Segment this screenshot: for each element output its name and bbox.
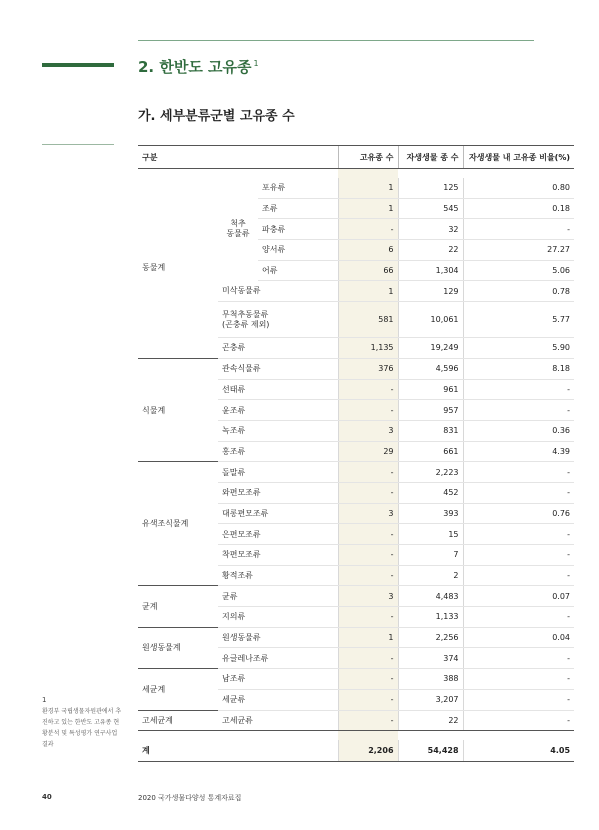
spacer-row: [138, 731, 574, 740]
endemic-count: -: [338, 565, 398, 586]
taxon-cell: 선태류: [218, 379, 338, 400]
table-row: [138, 178, 574, 199]
footnote-text: 환경부 국립생물자원관에서 추진하고 있는 한반도 고유종 현황분석 및 특성평가 연구사업 결과: [42, 708, 122, 748]
footnote-number: 1: [42, 696, 47, 704]
endemic-ratio: 8.18: [463, 358, 574, 379]
taxon-cell: 고세균류: [218, 710, 338, 731]
publication-title: 2020 국가생물다양성 통계자료집: [138, 794, 242, 802]
native-count: 545: [398, 198, 463, 219]
endemic-ratio: 0.76: [463, 503, 574, 524]
spacer-cell: [398, 731, 463, 740]
taxon-cell: 관속식물류: [218, 358, 338, 379]
spacer-cell: [338, 169, 398, 178]
top-rule: [138, 40, 534, 41]
page-number: 40: [42, 793, 52, 801]
native-count: 1,133: [398, 607, 463, 628]
endemic-ratio: -: [463, 607, 574, 628]
native-count: 22: [398, 240, 463, 261]
table-row: [138, 627, 574, 648]
spacer-row: [138, 169, 574, 178]
taxon-cell: 녹조류: [218, 420, 338, 441]
endemic-count: 29: [338, 441, 398, 462]
taxon-cell: 윤조류: [218, 400, 338, 421]
spacer-cell: [138, 731, 338, 740]
endemic-ratio: 27.27: [463, 240, 574, 261]
col-category: 구분: [138, 146, 338, 169]
margin-rule: [42, 144, 114, 145]
endemic-ratio: -: [463, 482, 574, 503]
endemic-count: -: [338, 400, 398, 421]
endemic-ratio: 0.04: [463, 627, 574, 648]
taxon-cell: 은편모조류: [218, 524, 338, 545]
group-cell: 고세균계: [138, 710, 218, 731]
total-native: 54,428: [398, 740, 463, 762]
native-count: 831: [398, 420, 463, 441]
endemic-ratio: 0.78: [463, 281, 574, 302]
table-row: [138, 710, 574, 731]
native-count: 129: [398, 281, 463, 302]
taxon-cell: 세균류: [218, 689, 338, 710]
endemic-ratio: 5.90: [463, 338, 574, 359]
native-count: 661: [398, 441, 463, 462]
endemic-count: 6: [338, 240, 398, 261]
table-row: [138, 669, 574, 690]
total-endemic: 2,206: [338, 740, 398, 762]
table-row: [138, 358, 574, 379]
endemic-count: -: [338, 219, 398, 240]
taxon-cell: 곤충류: [218, 338, 338, 359]
endemic-count: -: [338, 648, 398, 669]
taxon-cell: 와편모조류: [218, 482, 338, 503]
native-count: 125: [398, 178, 463, 199]
endemic-ratio: 0.18: [463, 198, 574, 219]
endemic-count: 66: [338, 260, 398, 281]
col-native: 자생생물 종 수: [398, 146, 463, 169]
group-cell: 식물계: [138, 358, 218, 461]
taxon-cell: 조류: [258, 198, 338, 219]
endemic-count: 3: [338, 586, 398, 607]
taxon-cell: 황적조류: [218, 565, 338, 586]
endemic-count: -: [338, 545, 398, 566]
table-row: [138, 462, 574, 483]
taxon-cell: 파충류: [258, 219, 338, 240]
taxon-cell: 남조류: [218, 669, 338, 690]
spacer-cell: [338, 731, 398, 740]
spacer-cell: [138, 169, 338, 178]
endemic-ratio: -: [463, 565, 574, 586]
group-cell: 유색조식물계: [138, 462, 218, 586]
endemic-ratio: -: [463, 379, 574, 400]
taxon-cell: 원생동물류: [218, 627, 338, 648]
table-header-row: [138, 146, 574, 169]
endemic-ratio: -: [463, 648, 574, 669]
endemic-count: 1: [338, 198, 398, 219]
taxon-cell: 지의류: [218, 607, 338, 628]
endemic-count: 3: [338, 503, 398, 524]
native-count: 4,483: [398, 586, 463, 607]
spacer-cell: [463, 169, 574, 178]
table-row: [138, 586, 574, 607]
total-ratio: 4.05: [463, 740, 574, 762]
col-endemic: 고유종 수: [338, 146, 398, 169]
endemic-ratio: 5.77: [463, 302, 574, 338]
total-label: 계: [138, 740, 338, 762]
group-cell: 세균계: [138, 669, 218, 710]
native-count: 2: [398, 565, 463, 586]
taxon-cell: 미삭동물류: [218, 281, 338, 302]
taxon-cell: 포유류: [258, 178, 338, 199]
native-count: 7: [398, 545, 463, 566]
endemic-count: -: [338, 462, 398, 483]
endemic-count: -: [338, 379, 398, 400]
endemic-species-table: [138, 145, 574, 762]
taxon-cell: 무척추동물류 (곤충류 제외): [218, 302, 338, 338]
native-count: 374: [398, 648, 463, 669]
native-count: 393: [398, 503, 463, 524]
endemic-count: -: [338, 607, 398, 628]
sub-title: 가. 세부분류군별 고유종 수: [138, 109, 295, 124]
native-count: 452: [398, 482, 463, 503]
endemic-ratio: -: [463, 545, 574, 566]
native-count: 19,249: [398, 338, 463, 359]
endemic-ratio: -: [463, 219, 574, 240]
native-count: 961: [398, 379, 463, 400]
native-count: 10,061: [398, 302, 463, 338]
taxon-cell: 대롱편모조류: [218, 503, 338, 524]
native-count: 22: [398, 710, 463, 731]
group-cell: 원생동물계: [138, 627, 218, 668]
footnote: [42, 695, 122, 750]
endemic-count: 3: [338, 420, 398, 441]
endemic-count: 1: [338, 281, 398, 302]
endemic-ratio: 5.06: [463, 260, 574, 281]
native-count: 4,596: [398, 358, 463, 379]
native-count: 32: [398, 219, 463, 240]
endemic-count: 376: [338, 358, 398, 379]
taxon-cell: 어류: [258, 260, 338, 281]
table-body: [138, 169, 574, 762]
section-accent-bar: [42, 63, 114, 67]
spacer-cell: [398, 169, 463, 178]
taxon-cell: 유글레나조류: [218, 648, 338, 669]
endemic-ratio: 0.07: [463, 586, 574, 607]
native-count: 2,223: [398, 462, 463, 483]
endemic-ratio: -: [463, 669, 574, 690]
endemic-ratio: -: [463, 462, 574, 483]
taxon-cell: 홍조류: [218, 441, 338, 462]
spacer-cell: [463, 731, 574, 740]
taxon-cell: 양서류: [258, 240, 338, 261]
section-footnote-mark: 1: [253, 59, 259, 68]
endemic-ratio: -: [463, 710, 574, 731]
endemic-count: -: [338, 524, 398, 545]
native-count: 957: [398, 400, 463, 421]
taxon-cell: 착편모조류: [218, 545, 338, 566]
endemic-count: 1,135: [338, 338, 398, 359]
taxon-cell: 돌말류: [218, 462, 338, 483]
endemic-count: -: [338, 482, 398, 503]
endemic-ratio: -: [463, 689, 574, 710]
endemic-count: -: [338, 689, 398, 710]
taxon-cell: 균류: [218, 586, 338, 607]
native-count: 3,207: [398, 689, 463, 710]
endemic-count: -: [338, 669, 398, 690]
endemic-ratio: -: [463, 400, 574, 421]
group-cell: 동물계: [142, 263, 166, 273]
endemic-ratio: -: [463, 524, 574, 545]
section-title: 2. 한반도 고유종 $^1$: [138, 58, 259, 76]
endemic-count: 1: [338, 627, 398, 648]
native-count: 2,256: [398, 627, 463, 648]
group-cell: 균계: [138, 586, 218, 627]
col-ratio: 자생생물 내 고유종 비율(%): [463, 146, 574, 169]
endemic-count: 1: [338, 178, 398, 199]
endemic-count: -: [338, 710, 398, 731]
subgroup-cell: 척추 동물류: [226, 219, 250, 239]
native-count: 1,304: [398, 260, 463, 281]
native-count: 388: [398, 669, 463, 690]
total-row: [138, 740, 574, 762]
endemic-count: 581: [338, 302, 398, 338]
endemic-ratio: 4.39: [463, 441, 574, 462]
endemic-ratio: 0.80: [463, 178, 574, 199]
endemic-ratio: 0.36: [463, 420, 574, 441]
native-count: 15: [398, 524, 463, 545]
